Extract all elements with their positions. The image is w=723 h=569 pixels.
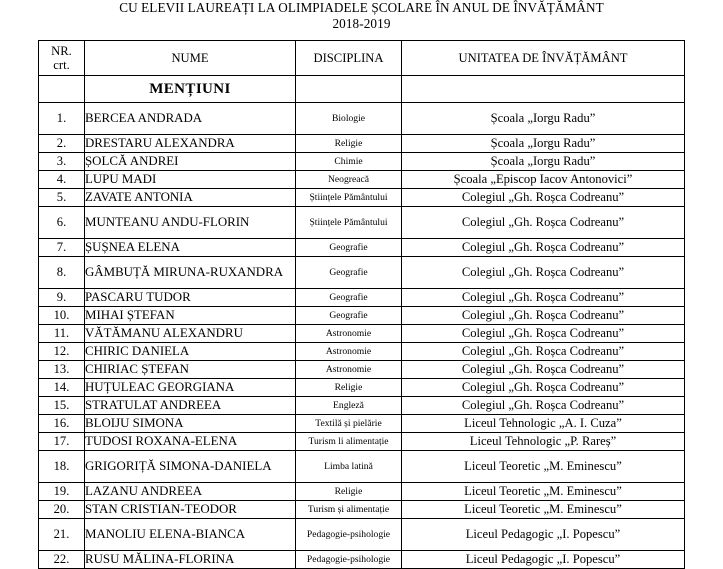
row-name: LAZANU ANDREEA	[85, 483, 296, 501]
row-institution: Școala „Iorgu Radu”	[402, 153, 685, 171]
row-name: BLOIJU SIMONA	[85, 415, 296, 433]
row-discipline: Științele Pământului	[296, 207, 402, 239]
row-institution: Colegiul „Gh. Roșca Codreanu”	[402, 207, 685, 239]
row-number: 16.	[39, 415, 85, 433]
column-header-nr	[39, 41, 85, 76]
row-discipline: Geografie	[296, 257, 402, 289]
row-institution: Liceul Tehnologic „A. I. Cuza”	[402, 415, 685, 433]
row-institution: Colegiul „Gh. Roșca Codreanu”	[402, 189, 685, 207]
row-number: 5.	[39, 189, 85, 207]
row-institution: Colegiul „Gh. Roșca Codreanu”	[402, 361, 685, 379]
row-discipline: Chimie	[296, 153, 402, 171]
row-discipline: Geografie	[296, 289, 402, 307]
row-name: MIHAI ȘTEFAN	[85, 307, 296, 325]
row-number: 18.	[39, 451, 85, 483]
row-institution: Colegiul „Gh. Roșca Codreanu”	[402, 325, 685, 343]
row-name: BERCEA ANDRADA	[85, 103, 296, 135]
row-discipline: Astronomie	[296, 343, 402, 361]
table-row	[39, 519, 685, 551]
row-discipline: Engleză	[296, 397, 402, 415]
row-number: 8.	[39, 257, 85, 289]
row-discipline: Neogreacă	[296, 171, 402, 189]
row-number: 15.	[39, 397, 85, 415]
row-discipline: Turism li alimentație	[296, 433, 402, 451]
row-name: ȘUȘNEA ELENA	[85, 239, 296, 257]
row-discipline: Religie	[296, 483, 402, 501]
row-discipline: Pedagogie-psihologie	[296, 551, 402, 569]
section-label: MENȚIUNI	[85, 76, 296, 103]
row-name: ZAVATE ANTONIA	[85, 189, 296, 207]
row-institution: Liceul Teoretic „M. Eminescu”	[402, 501, 685, 519]
section-disciplina-cell	[296, 76, 402, 103]
table-row	[39, 207, 685, 239]
row-institution: Colegiul „Gh. Roșca Codreanu”	[402, 307, 685, 325]
column-header-unitate: UNITATEA DE ÎNVĂȚĂMÂNT	[402, 41, 685, 76]
page-title-line-2: 2018-2019	[332, 15, 391, 31]
row-institution: Liceul Pedagogic „I. Popescu”	[402, 519, 685, 551]
row-number: 21.	[39, 519, 85, 551]
row-institution: Colegiul „Gh. Roșca Codreanu”	[402, 289, 685, 307]
row-name: CHIRIC DANIELA	[85, 343, 296, 361]
row-number: 12.	[39, 343, 85, 361]
row-number: 14.	[39, 379, 85, 397]
table-row	[39, 361, 685, 379]
row-discipline: Religie	[296, 379, 402, 397]
row-institution: Școala „Iorgu Radu”	[402, 135, 685, 153]
row-institution: Colegiul „Gh. Roșca Codreanu”	[402, 397, 685, 415]
row-number: 4.	[39, 171, 85, 189]
row-institution: Liceul Teoretic „M. Eminescu”	[402, 483, 685, 501]
table-row	[39, 343, 685, 361]
row-institution: Școala „Iorgu Radu”	[402, 103, 685, 135]
table-row	[39, 379, 685, 397]
row-discipline: Științele Pământului	[296, 189, 402, 207]
row-discipline: Biologie	[296, 103, 402, 135]
row-name: PASCARU TUDOR	[85, 289, 296, 307]
row-number: 2.	[39, 135, 85, 153]
row-number: 1.	[39, 103, 85, 135]
column-header-nr-line2: crt.	[53, 58, 70, 72]
row-institution: Liceul Teoretic „M. Eminescu”	[402, 451, 685, 483]
table-row	[39, 257, 685, 289]
page-title	[38, 0, 685, 31]
table-row	[39, 289, 685, 307]
row-institution: Colegiul „Gh. Roșca Codreanu”	[402, 379, 685, 397]
row-discipline: Limba latină	[296, 451, 402, 483]
row-name: CHIRIAC ȘTEFAN	[85, 361, 296, 379]
table-row	[39, 239, 685, 257]
row-name: STAN CRISTIAN-TEODOR	[85, 501, 296, 519]
section-row	[39, 76, 685, 103]
row-number: 9.	[39, 289, 85, 307]
column-header-disciplina: DISCIPLINA	[296, 41, 402, 76]
table-row	[39, 397, 685, 415]
row-institution: Liceul Tehnologic „P. Rareș”	[402, 433, 685, 451]
row-number: 13.	[39, 361, 85, 379]
table-row	[39, 103, 685, 135]
table-row	[39, 189, 685, 207]
row-name: TUDOSI ROXANA-ELENA	[85, 433, 296, 451]
row-institution: Școala „Episcop Iacov Antonovici”	[402, 171, 685, 189]
table-header-row	[39, 41, 685, 76]
row-name: VĂTĂMANU ALEXANDRU	[85, 325, 296, 343]
table-row	[39, 135, 685, 153]
row-name: LUPU MADI	[85, 171, 296, 189]
row-name: HUȚULEAC GEORGIANA	[85, 379, 296, 397]
row-number: 22.	[39, 551, 85, 569]
row-name: STRATULAT ANDREEA	[85, 397, 296, 415]
row-discipline: Religie	[296, 135, 402, 153]
table-row	[39, 415, 685, 433]
row-name: GRIGORIȚĂ SIMONA-DANIELA	[85, 451, 296, 483]
table-row	[39, 551, 685, 569]
row-institution: Colegiul „Gh. Roșca Codreanu”	[402, 239, 685, 257]
section-unitate-cell	[402, 76, 685, 103]
row-discipline: Geografie	[296, 239, 402, 257]
row-discipline: Geografie	[296, 307, 402, 325]
row-name: DRESTARU ALEXANDRA	[85, 135, 296, 153]
row-institution: Colegiul „Gh. Roșca Codreanu”	[402, 343, 685, 361]
table-row	[39, 433, 685, 451]
row-name: MANOLIU ELENA-BIANCA	[85, 519, 296, 551]
laureates-table	[38, 40, 685, 569]
row-discipline: Astronomie	[296, 361, 402, 379]
table-row	[39, 451, 685, 483]
row-number: 6.	[39, 207, 85, 239]
row-name: RUSU MĂLINA-FLORINA	[85, 551, 296, 569]
row-number: 7.	[39, 239, 85, 257]
row-name: MUNTEANU ANDU-FLORIN	[85, 207, 296, 239]
row-discipline: Textilă și pielărie	[296, 415, 402, 433]
row-number: 10.	[39, 307, 85, 325]
table-row	[39, 153, 685, 171]
table-row	[39, 307, 685, 325]
column-header-nume: NUME	[85, 41, 296, 76]
row-number: 3.	[39, 153, 85, 171]
table-row	[39, 483, 685, 501]
row-discipline: Astronomie	[296, 325, 402, 343]
column-header-nr-line1: NR.	[51, 44, 72, 58]
row-number: 20.	[39, 501, 85, 519]
row-number: 17.	[39, 433, 85, 451]
row-number: 19.	[39, 483, 85, 501]
section-nr-cell	[39, 76, 85, 103]
row-institution: Liceul Pedagogic „I. Popescu”	[402, 551, 685, 569]
row-institution: Colegiul „Gh. Roșca Codreanu”	[402, 257, 685, 289]
row-number: 11.	[39, 325, 85, 343]
row-discipline: Turism și alimentație	[296, 501, 402, 519]
table-row	[39, 501, 685, 519]
page-title-line-1: CU ELEVII LAUREAȚI LA OLIMPIADELE ȘCOLARE ÎN ANUL DE ÎNVĂȚĂMÂNT	[119, 0, 604, 15]
row-name: GÂMBUȚĂ MIRUNA-RUXANDRA	[85, 257, 296, 289]
table-row	[39, 325, 685, 343]
row-name: ȘOLCĂ ANDREI	[85, 153, 296, 171]
row-discipline: Pedagogie-psihologie	[296, 519, 402, 551]
table-row	[39, 171, 685, 189]
table-body	[39, 76, 685, 569]
